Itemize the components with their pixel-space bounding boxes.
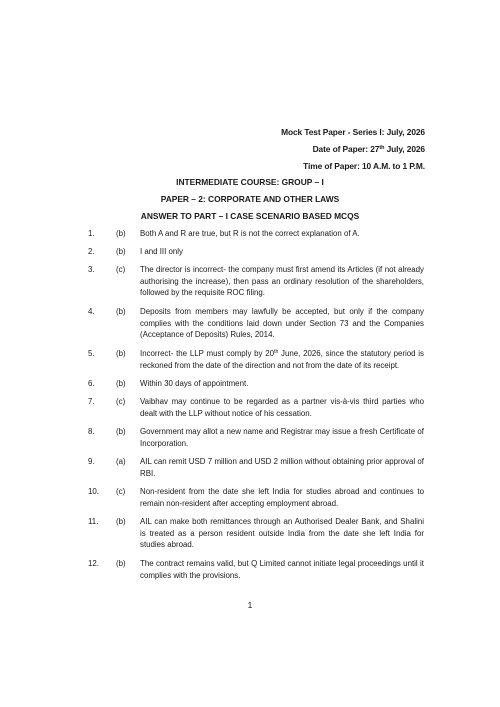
course-title: INTERMEDIATE COURSE: GROUP – I bbox=[176, 177, 324, 187]
page-number: 1 bbox=[247, 600, 253, 610]
date-line: Date of Paper: 27th July, 2026 bbox=[312, 144, 425, 154]
time-line: Time of Paper: 10 A.M. to 1 P.M. bbox=[303, 161, 425, 171]
part-title: ANSWER TO PART – I CASE SCENARIO BASED MCQS bbox=[140, 211, 360, 221]
series-line: Mock Test Paper - Series I: July, 2026 bbox=[281, 127, 425, 137]
paper-title: PAPER – 2: CORPORATE AND OTHER LAWS bbox=[160, 194, 340, 204]
document-page: Mock Test Paper - Series I: July, 2026 Date of Paper: 27th July, 2026 Time of Paper: 10 A.M. to 1 P.M. INTERMEDIATE COURSE: GROUP – I PAPER – 2: CORPORATE AND OTHER LAWS ANSWER TO PART – I CASE SCENARIO BASED MCQS 1. (b) Both A and R are true, but R is not the correct explanation of A. 2. (b) I and III only 3. (c) The director is incorrect- the company must first amend its Articles (if not already authorising the increase), then pass an ordinary resolution of the shareholders, followed by the requisite ROC filing. 4. (b) Deposits from members may lawfully be accepted, but only if the company complies with the conditions laid down under Section 73 and the Companies (Acceptance of Deposits) Rules, 2014. 5. (b) Incorrect- the LLP must comply by 20th June, 2026, since the statutory period is reckoned from the date of the direction and not from the date of its receipt. 6. (b) Within 30 days of appointment. 7. (c) Vaibhav may continue to be regarded as a partner vis-à-vis third parties who dealt with the LLP without notice of his cessation. 8. (b) Government may allot a new name and Registrar may issue a fresh Certificate of Incorporation. 9. (a) AIL can remit USD 7 million and USD 2 million without obtaining prior approval of RBI. 10. (c) Non-resident from the date she left India for studies abroad and continues to remain non-resident after accepting employment abroad. 11. (b) AIL can make both remittances through an Authorised Dealer Bank, and Shalini is treated as a person resident outside India from the date she left India for studies abroad. 12. (b) The contract remains valid, but Q Limited cannot initiate legal proceedings until it complies with the provisions. 1 bbox=[0, 0, 500, 707]
